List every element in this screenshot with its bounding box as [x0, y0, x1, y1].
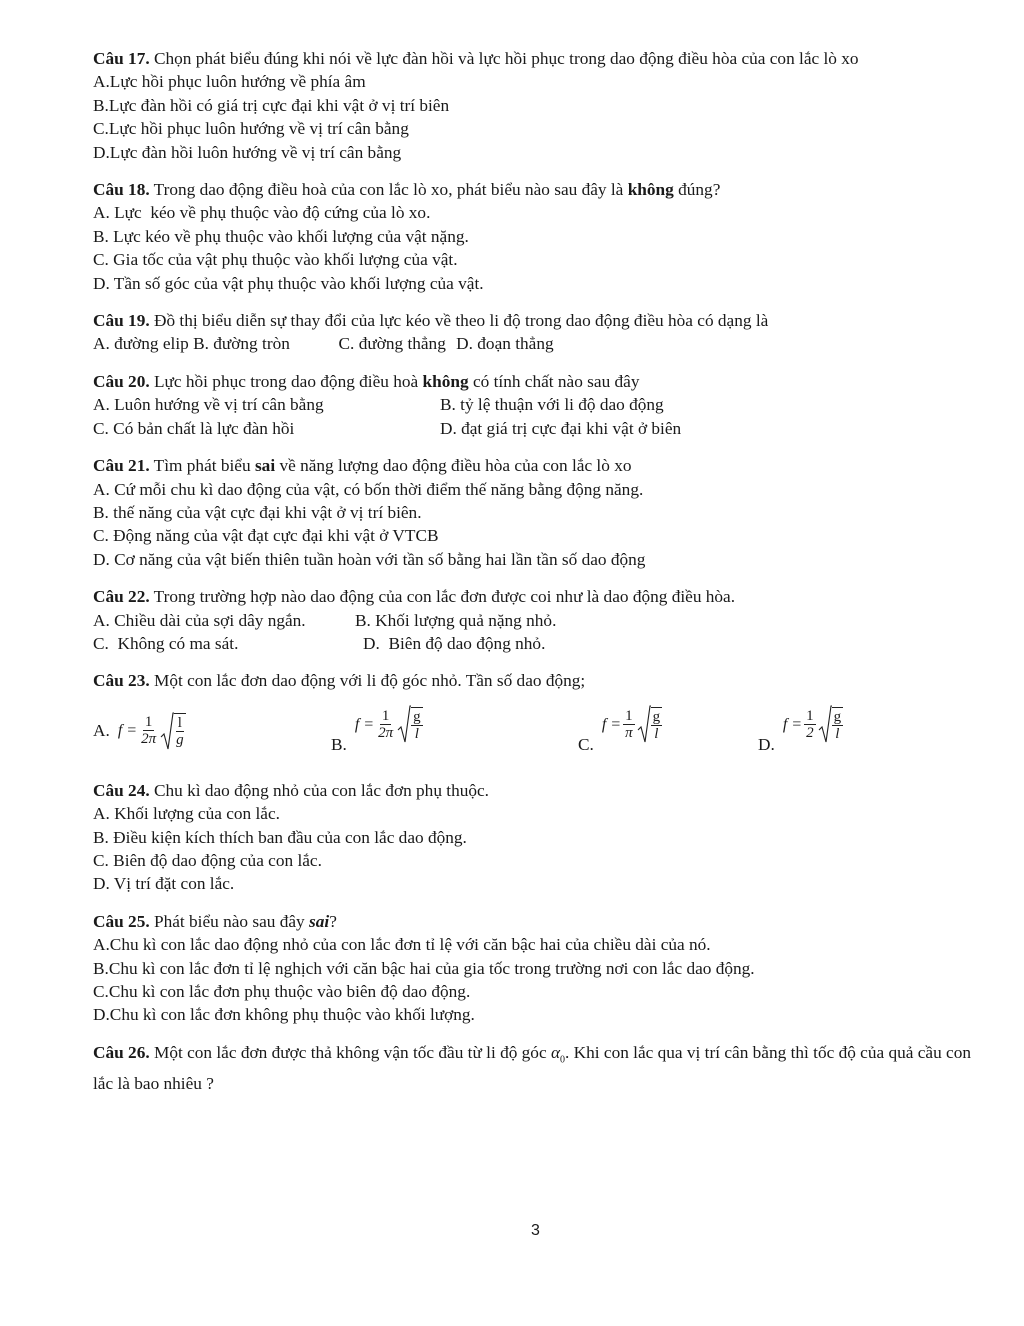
option-b: B. Điều kiện kích thích ban đầu của con lắc dao động.: [93, 827, 467, 847]
option-c: C. Gia tốc của vật phụ thuộc vào khối lượng của vật.: [93, 250, 458, 270]
alpha-symbol: α: [550, 1042, 561, 1062]
option-a: A. Cứ mỗi chu kì dao động của vật, có bốn thời điểm thế năng bằng động năng.: [93, 479, 644, 499]
option-c: C.Lực hồi phục luôn hướng về vị trí cân bằng: [93, 119, 409, 139]
question-stem: Tìm phát biểu: [153, 456, 255, 476]
question-stem: Phát biểu nào sau đây: [153, 911, 310, 931]
question-21: Câu 21. Tìm phát biểu sai về năng lượng dao động điều hòa của con lắc lò xo A. Cứ mỗi chu kì dao động của vật, có bốn thời điểm thế năng bằng động năng. B. thế năng của vật cực đại khi vật ở vị trí biên. C. Động năng của vật đạt cực đại khi vật ở VTCB D. Cơ năng của vật biến thiên tuần hoàn với tần số bằng hai lần tần số dao động: [93, 454, 993, 571]
question-stem: Trong trường hợp nào dao động của con lắc đơn được coi như là dao động điều hòa.: [153, 587, 736, 607]
option-c: C. Có bản chất là lực đàn hồi: [93, 418, 295, 438]
option-d: D. đoạn thẳng: [456, 334, 554, 354]
formula-b: f = $\frac{1}{2\pi}$ $\frac{g}{l}$: [355, 704, 423, 744]
question-number: Câu 25.: [93, 911, 150, 931]
option-d: D. Cơ năng của vật biến thiên tuần hoàn với tần số bằng hai lần tần số dao động: [93, 549, 646, 569]
square-root: $\frac{g}{l}$: [397, 704, 423, 744]
question-26: Câu 26. Một con lắc đơn được thả không vận tốc đầu từ li độ góc $\alpha_0$. Khi con lắc qua vị trí cân bằng thì tốc độ của quả cầu con lắc là bao nhiêu ?: [93, 1042, 971, 1093]
question-stem: Một con lắc đơn dao động với li độ góc nhỏ. Tần số dao động;: [153, 671, 586, 691]
question-number: Câu 18.: [93, 180, 150, 200]
option-c: C. Động năng của vật đạt cực đại khi vật ở VTCB: [93, 526, 439, 546]
question-stem: Chọn phát biểu đúng khi nói về lực đàn hồi và lực hồi phục trong dao động điều hòa của con lắc lò xo: [153, 49, 859, 68]
option-d: D. Vị trí đặt con lắc.: [93, 874, 235, 894]
question-19: [93, 309, 993, 356]
option-a: A. Luôn hướng về vị trí cân bằng: [93, 395, 324, 415]
question-18: Câu 18. Trong dao động điều hoà của con lắc lò xo, phát biểu nào sau đây là không đúng? A. Lực kéo về phụ thuộc vào độ cứng của lò xo. B. Lực kéo về phụ thuộc vào khối lượng của vật nặng. C. Gia tốc của vật phụ thuộc vào khối lượng của vật. D. Tần số góc của vật phụ thuộc vào khối lượng của vật.: [93, 178, 993, 295]
option-a: A. Chiều dài của sợi dây ngắn.: [93, 610, 306, 630]
option-c: C.Chu kì con lắc đơn phụ thuộc vào biên độ dao động.: [93, 982, 471, 1001]
question-number: Câu 21.: [93, 456, 150, 476]
square-root: $\frac{g}{l}$: [637, 704, 663, 744]
option-b: B. tỷ lệ thuận với li độ dao động: [440, 395, 664, 415]
question-23: [93, 669, 993, 770]
option-b: B. Lực kéo về phụ thuộc vào khối lượng của vật nặng.: [93, 226, 469, 246]
question-number: Câu 26.: [93, 1042, 150, 1062]
options-row: [93, 332, 993, 355]
stem-emphasis: sai: [309, 911, 330, 931]
option-c: C. Biên độ dao động của con lắc.: [93, 850, 322, 870]
option-a: A. Khối lượng của con lắc.: [93, 804, 280, 824]
question-stem: Lực hồi phục trong dao động điều hoà: [153, 371, 423, 391]
option-a: A.Lực hồi phục luôn hướng về phía âm: [93, 72, 366, 92]
option-b: B.Chu kì con lắc đơn tỉ lệ nghịch với căn bậc hai của gia tốc trong trường nơi con lắc dao động.: [93, 958, 755, 978]
option-a: A. Lực kéo về phụ thuộc vào độ cứng của lò xo.: [93, 203, 431, 223]
question-number: Câu 24.: [93, 780, 150, 800]
question-number: Câu 17.: [93, 49, 150, 68]
question-24: [93, 779, 993, 896]
formula-options: [93, 693, 993, 771]
formula-c: f = $\frac{1}{\pi}$ $\frac{g}{l}$: [602, 704, 662, 744]
option-b: B. Khối lượng quả nặng nhỏ.: [355, 610, 557, 630]
question-stem: Chu kì dao động nhỏ của con lắc đơn phụ thuộc.: [153, 780, 490, 800]
option-c: C. f = $\frac{1}{\pi}$ $\frac{g}{l}$: [578, 693, 662, 756]
page-number: 3: [531, 1222, 540, 1239]
question-20: Câu 20. Lực hồi phục trong dao động điều hoà không có tính chất nào sau đây A. Luôn hướng về vị trí cân bằng B. tỷ lệ thuận với li độ dao động C. Có bản chất là lực đàn hồi D. đạt giá trị cực đại khi vật ở biên: [93, 370, 993, 440]
question-number: Câu 19.: [93, 311, 150, 331]
question-22: [93, 585, 993, 655]
option-b: B. đường tròn: [193, 334, 290, 354]
question-number: Câu 20.: [93, 371, 150, 391]
option-d: D. đạt giá trị cực đại khi vật ở biên: [440, 418, 682, 438]
formula-d: f = $\frac{1}{2}$ $\frac{g}{l}$: [783, 704, 843, 744]
option-d: D.Chu kì con lắc đơn không phụ thuộc vào khối lượng.: [93, 1005, 475, 1025]
formula-a: f = $\frac{1}{2\pi}$ $\frac{l}{g}$: [118, 711, 186, 751]
question-number: Câu 23.: [93, 671, 150, 691]
question-17: [93, 47, 993, 164]
document-page: [93, 47, 993, 1109]
question-stem: Một con lắc đơn được thả không vận tốc đầu từ li độ góc: [153, 1042, 551, 1062]
stem-emphasis: không: [627, 180, 674, 200]
question-25: Câu 25. Phát biểu nào sau đây sai? A.Chu kì con lắc dao động nhỏ của con lắc đơn tỉ lệ với căn bậc hai của chiều dài của nó. B.Chu kì con lắc đơn tỉ lệ nghịch với căn bậc hai của gia tốc trong trường nơi con lắc dao động. C.Chu kì con lắc đơn phụ thuộc vào biên độ dao động. D.Chu kì con lắc đơn không phụ thuộc vào khối lượng.: [93, 910, 993, 1027]
question-stem: Đồ thị biểu diễn sự thay đổi của lực kéo về theo li độ trong dao động điều hòa có dạng là: [153, 311, 769, 331]
option-d: D.Lực đàn hồi luôn hướng về vị trí cân bằng: [93, 142, 402, 162]
question-stem: Trong dao động điều hoà của con lắc lò xo, phát biểu nào sau đây là: [153, 180, 628, 200]
stem-emphasis: không: [422, 371, 469, 391]
stem-emphasis: sai: [254, 456, 276, 476]
option-d: D. Tần số góc của vật phụ thuộc vào khối lượng của vật.: [93, 273, 484, 293]
option-a: A.Chu kì con lắc dao động nhỏ của con lắc đơn tỉ lệ với căn bậc hai của chiều dài của nó.: [93, 935, 711, 955]
square-root: $\frac{l}{g}$: [160, 711, 186, 751]
question-number: Câu 22.: [93, 587, 150, 607]
option-d: D. Biên độ dao động nhỏ.: [363, 633, 546, 653]
option-b: B.Lực đàn hồi có giá trị cực đại khi vật ở vị trí biên: [93, 95, 450, 115]
option-a: A. đường elip: [93, 334, 189, 354]
option-c: C. đường thẳng: [338, 334, 446, 354]
option-c: C. Không có ma sát.: [93, 633, 239, 653]
option-b: B. f = $\frac{1}{2\pi}$ $\frac{g}{l}$: [331, 693, 423, 756]
option-d: D. f = $\frac{1}{2}$ $\frac{g}{l}$: [758, 693, 843, 756]
option-b: B. thế năng của vật cực đại khi vật ở vị trí biên.: [93, 502, 422, 522]
square-root: $\frac{g}{l}$: [818, 704, 844, 744]
option-a: A. f = $\frac{1}{2\pi}$ $\frac{l}{g}$: [93, 711, 186, 751]
